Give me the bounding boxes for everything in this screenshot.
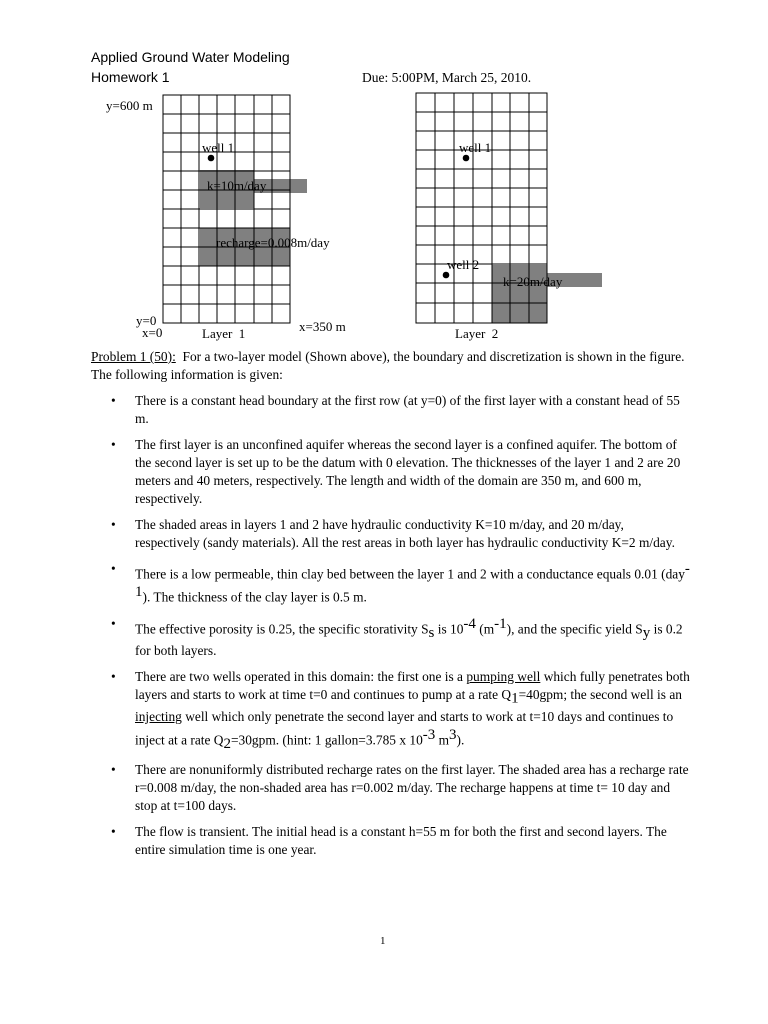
layer1-x-right-label: x=350 m bbox=[299, 319, 346, 334]
layer2-well1-marker bbox=[463, 155, 470, 162]
problem-1 bbox=[91, 348, 691, 867]
bullet-glyph: • bbox=[111, 669, 116, 685]
layer1-name-label: Layer 1 bbox=[202, 326, 246, 341]
problem-label: Problem 1 (50): bbox=[91, 349, 176, 364]
bullet-glyph: • bbox=[111, 393, 116, 408]
course-title: Applied Ground Water Modeling bbox=[91, 49, 290, 65]
bullet-glyph: • bbox=[111, 761, 116, 777]
layer2-name-label: Layer 2 bbox=[455, 326, 499, 341]
layer1-y-top-label: y=600 m bbox=[106, 98, 153, 113]
layer2-well1-label: well 1 bbox=[459, 140, 492, 155]
homework-title: Homework 1 bbox=[91, 69, 170, 85]
layer1-well-label: well 1 bbox=[202, 140, 235, 155]
layer1-grid bbox=[163, 95, 290, 323]
bullet-glyph: • bbox=[111, 561, 116, 576]
bullet-glyph: • bbox=[111, 615, 116, 631]
layer1-x-left-label: x=0 bbox=[142, 325, 163, 340]
list-item: • The flow is transient. The initial head is a constant h=55 m for both the first and second layers. The entire simulation time is one year. bbox=[111, 823, 667, 857]
bullet-glyph: • bbox=[111, 823, 116, 839]
problem-intro bbox=[91, 348, 691, 384]
due-date: Due: 5:00PM, March 25, 2010. bbox=[362, 70, 532, 85]
list-item: • The effective porosity is 0.25, the specific storativity $S_s$ is $10^{-4}$ $(m^{-1})$, and the specific yield $S_y$ is 0.2 for both layers. bbox=[111, 615, 683, 659]
layer1-recharge-label: recharge=0.008m/day bbox=[216, 235, 330, 250]
layer2-k-label: k=20m/day bbox=[503, 274, 563, 289]
layer1-k-label: k=10m/day bbox=[207, 178, 267, 193]
layer1-well1-marker bbox=[208, 155, 215, 162]
problem-intro-text: For a two-layer model (Shown above), the boundary and discretization is shown in the figure. The following information is given: bbox=[91, 349, 685, 382]
layer1-y-bottom-label: y=0 bbox=[136, 313, 157, 328]
list-item: • There are nonuniformly distributed recharge rates on the first layer. The shaded area has a recharge rate r=0.008 m/day, the non-shaded area has r=0.002 m/day. The recharge happens at time t= 10 day and stop at t=100 days. bbox=[111, 761, 689, 813]
list-item: • There is a low permeable, thin clay bed between the layer 1 and 2 with a conductance equals 0.01 (day$^{-1}$). The thickness of the clay layer is 0.5 m. bbox=[111, 561, 690, 605]
list-item: • The first layer is an unconfined aquifer whereas the second layer is a confined aquifer. The bottom of the second layer is set up to be the datum with 0 elevation. The thicknesses of the layer 1 and 2 are 20 meters and 40 meters, respectively. The length and width of the domain are 350 m, and 600 m, respectively. bbox=[111, 437, 681, 506]
layer-grid-figure bbox=[100, 90, 620, 345]
list-item: • There are two wells operated in this domain: the first one is a pumping well which fully penetrates both layers and starts to work at time t=0 and continues to pump at a rate $Q_1=40gpm$; the second well is an injecting well which only penetrate the second layer and starts to work at t=10 days and continues to inject at a rate $Q_2=30gpm$. (hint: 1 gallon=3.785 x $10^{-3}$ $m^3$). bbox=[111, 669, 690, 752]
layer2-well2-label: well 2 bbox=[447, 257, 480, 272]
bullet-glyph: • bbox=[111, 517, 116, 532]
list-item: • The shaded areas in layers 1 and 2 have hydraulic conductivity K=10 m/day, and 20 m/day, respectively (sandy materials). All the rest areas in both layer has hydraulic conductivity K=2 m/day. bbox=[111, 517, 675, 550]
layer2-well2-marker bbox=[443, 272, 450, 279]
given-info-list bbox=[91, 392, 691, 859]
page-number: 1 bbox=[380, 935, 386, 947]
bullet-glyph: • bbox=[111, 437, 116, 452]
list-item: • There is a constant head boundary at the first row (at y=0) of the first layer with a constant head of 55 m. bbox=[111, 393, 680, 426]
